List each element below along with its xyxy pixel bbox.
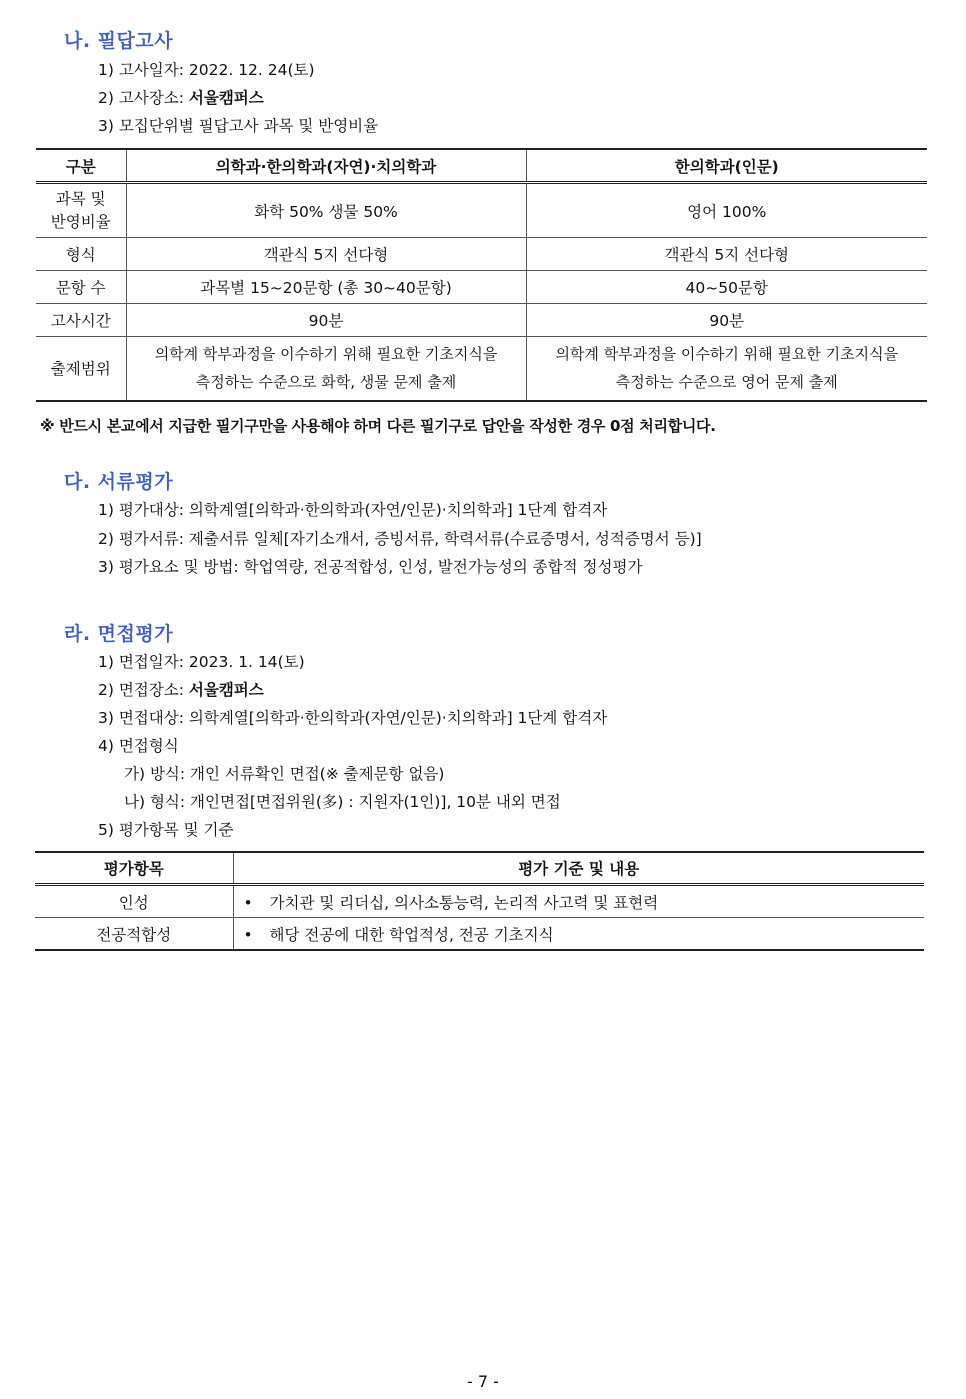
table-cell: 의학계 학부과정을 이수하기 위해 필요한 기초지식을 측정하는 수준으로 화학, 생물 문제 출제 (126, 337, 526, 401)
written-exam-date-value: 2022. 12. 24(토) (188, 61, 315, 79)
row-label: 출제범위 (36, 337, 126, 401)
table-cell: 객관식 5지 선다형 (126, 238, 526, 271)
written-exam-subjects-caption: 3) 모집단위별 필답고사 과목 및 반영비율 (98, 117, 379, 135)
document-review-item: 3) 평가요소 및 방법: 학업역량, 전공적합성, 인성, 발전가능성의 종합적 정성평가 (98, 558, 643, 576)
interview-date-value: 2023. 1. 14(토) (188, 653, 305, 671)
table-row (36, 271, 927, 304)
interview-subitem: 나) 형식: 개인면접[면접위원(多) : 지원자(1인)], 10분 내외 면접 (124, 793, 561, 811)
written-exam-date-label: 1) 고사일자: (98, 61, 189, 79)
table-row (36, 238, 927, 271)
table-header: 의학과·한의학과(자연)·치의학과 (126, 149, 526, 183)
table-cell: 영어 100% (526, 183, 927, 238)
row-label: 형식 (36, 238, 126, 271)
criteria-description: 가치관 및 리더십, 의사소통능력, 논리적 사고력 및 표현력 (269, 893, 659, 912)
section-heading-document-review: 다. 서류평가 (64, 471, 174, 493)
table-cell: 90분 (126, 304, 526, 337)
document-review-item: 2) 평가서류: 제출서류 일체[자기소개서, 증빙서류, 학력서류(수료증명서, 성적증명서 등)] (98, 530, 702, 548)
interview-venue-label: 2) 면접장소: (98, 681, 189, 699)
criteria-description: 해당 전공에 대한 학업적성, 전공 기초지식 (269, 925, 554, 944)
interview-venue (98, 680, 264, 700)
table-row (36, 337, 927, 401)
section-heading-interview: 라. 면접평가 (64, 623, 174, 645)
interview-date (98, 652, 305, 672)
table-header: 구분 (36, 149, 126, 183)
interview-criteria-table (35, 851, 924, 951)
bullet-icon: • (243, 925, 253, 944)
table-cell: 의학계 학부과정을 이수하기 위해 필요한 기초지식을 측정하는 수준으로 영어 문제 출제 (555, 345, 899, 392)
criteria-item: 전공적합성 (35, 918, 233, 951)
table-cell: 40~50문항 (526, 271, 927, 304)
interview-venue-value: 서울캠퍼스 (188, 681, 264, 699)
interview-item: 4) 면접형식 (98, 737, 179, 755)
criteria-item: 인성 (35, 885, 233, 918)
written-exam-date (98, 60, 315, 80)
notice-text: ※ 반드시 본교에서 지급한 필기구만을 사용해야 하며 다른 필기구로 답안을 작성한 경우 0점 처리합니다. (40, 417, 716, 435)
table-header: 평가항목 (35, 852, 233, 885)
row-label: 문항 수 (36, 271, 126, 304)
table-row (35, 885, 924, 918)
interview-item: 5) 평가항목 및 기준 (98, 821, 234, 839)
criteria-text (233, 918, 924, 951)
written-exam-table (36, 148, 927, 402)
table-row (35, 918, 924, 951)
written-exam-venue-label: 2) 고사장소: (98, 89, 189, 107)
table-cell: 과목별 15~20문항 (총 30~40문항) (126, 271, 526, 304)
interview-date-label: 1) 면접일자: (98, 653, 189, 671)
table-row (36, 183, 927, 238)
table-cell: 화학 50% 생물 50% (126, 183, 526, 238)
table-header: 한의학과(인문) (526, 149, 927, 183)
written-exam-venue-value: 서울캠퍼스 (188, 89, 264, 107)
table-row (36, 304, 927, 337)
row-label: 과목 및 반영비율 (36, 183, 126, 238)
criteria-text (233, 885, 924, 918)
interview-item: 3) 면접대상: 의학계열[의학과·한의학과(자연/인문)·치의학과] 1단계 합격자 (98, 709, 608, 727)
table-header: 평가 기준 및 내용 (233, 852, 924, 885)
table-cell: 90분 (526, 304, 927, 337)
written-exam-venue (98, 88, 264, 108)
row-label: 고사시간 (36, 304, 126, 337)
bullet-icon: • (243, 893, 253, 912)
table-cell: 객관식 5지 선다형 (526, 238, 927, 271)
document-review-item: 1) 평가대상: 의학계열[의학과·한의학과(자연/인문)·치의학과] 1단계 합격자 (98, 501, 608, 519)
page-number: - 7 - (467, 1372, 499, 1391)
interview-subitem: 가) 방식: 개인 서류확인 면접(※ 출제문항 없음) (124, 765, 445, 783)
section-heading-written-exam: 나. 필답고사 (64, 30, 174, 52)
